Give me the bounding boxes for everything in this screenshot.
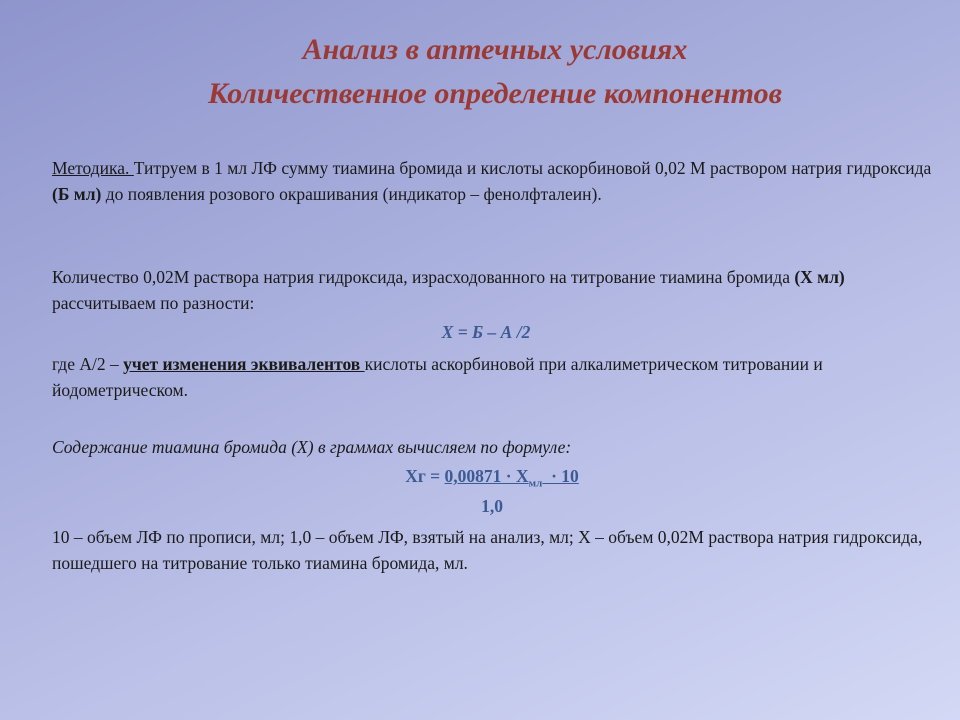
quantity-paragraph [52, 264, 932, 316]
method-text-1: Титруем в 1 мл ЛФ сумму тиамина бромида и кислоты аскорбиновой 0,02 М раствором натрия гидроксида [133, 158, 932, 178]
notes-paragraph: 10 – объем ЛФ по прописи, мл; 1,0 – объем ЛФ, взятый на анализ, мл; Х – объем 0,02М раствора натрия гидроксида, пошедшего на титрование только тиамина бромида, мл. [52, 527, 923, 573]
formula-numerator-b: · 10 [542, 466, 579, 486]
where-underlined: учет изменения эквивалентов [123, 354, 365, 374]
method-text-2: до появления розового окрашивания (индикатор – фенолфталеин). [101, 184, 602, 204]
formula-numerator-a: 0,00871 · Х [444, 466, 529, 486]
content-formula-denominator: 1,0 [481, 496, 503, 516]
difference-formula: Х = Б – А /2 [441, 322, 531, 342]
method-paragraph [52, 155, 932, 207]
formula-numerator [444, 466, 579, 490]
quantity-text-1: Количество 0,02М раствора натрия гидроксида, израсходованного на титрование тиамина бромида [52, 267, 795, 287]
where-paragraph [52, 351, 932, 403]
slide-title-line1: Анализ в аптечных условиях [302, 33, 688, 66]
method-label: Методика. [52, 158, 134, 178]
slide-title-line2: Количественное определение компонентов [207, 77, 783, 110]
formula-lhs: Хг = [405, 466, 445, 486]
quantity-text-2: рассчитываем по разности: [52, 293, 255, 313]
formula-numerator-sub: мл [528, 477, 543, 490]
quantity-bold-x: (Х мл) [794, 267, 845, 287]
where-text-1: где А/2 – [52, 354, 124, 374]
content-paragraph: Содержание тиамина бромида (Х) в граммах вычисляем по формуле: [52, 437, 572, 457]
where-text-2: кислоты аскорбиновой при алкалиметрическом титровании и йодометрическом. [52, 354, 823, 400]
method-bold-b: (Б мл) [52, 184, 102, 204]
content-formula-numerator [0, 463, 960, 497]
